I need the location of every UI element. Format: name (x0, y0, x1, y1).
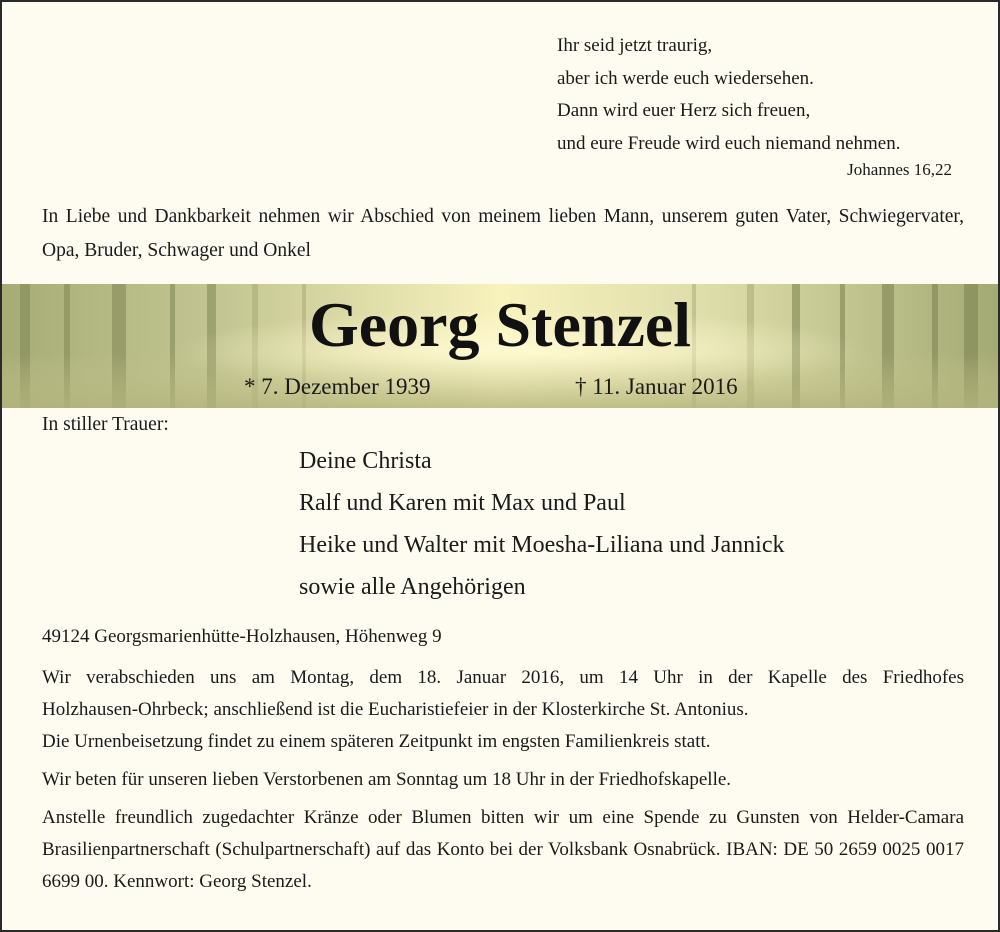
ceremony-line: Holzhausen-Ohrbeck; anschließend ist die Eucharistiefeier in der Klosterkirche St. Antonius. (42, 699, 749, 720)
verse-line: aber ich werde euch wiedersehen. (557, 67, 814, 89)
deceased-name: Georg Stenzel (308, 289, 692, 360)
prayer-paragraph: Wir beten für unseren lieben Verstorbenen am Sonntag um 18 Uhr in der Friedhofskapelle. (42, 769, 732, 790)
verse-line: Ihr seid jetzt traurig, (557, 35, 713, 56)
mourning-heading: In stiller Trauer: (42, 414, 169, 435)
ceremony-paragraph (42, 662, 964, 758)
ceremony-line: Wir verabschieden uns am Montag, dem 18. Januar 2016, um 14 Uhr in der Kapelle des Friedhofes (42, 667, 964, 688)
verse-line: Dann wird euer Herz sich freuen, (557, 100, 811, 121)
death-date: † 11. Januar 2016 (575, 374, 738, 399)
family-member: Ralf und Karen mit Max und Paul (299, 490, 626, 516)
family-member: Deine Christa (299, 448, 432, 474)
birth-date: * 7. Dezember 1939 (244, 374, 431, 399)
donation-paragraph: Anstelle freundlich zugedachter Kränze oder Blumen bitten wir um eine Spende zu Gunsten von Helder-Camara Brasilienpartnerschaft (Schulpartnerschaft) auf das Konto bei der Volksbank Osnabrück. IBAN: DE 50 2659 0025 0017 6699 00. Kennwort: Georg Stenzel. (42, 807, 964, 892)
family-member: Heike und Walter mit Moesha-Liliana und Jannick (299, 532, 785, 558)
bible-verse (557, 30, 900, 160)
intro-text: In Liebe und Dankbarkeit nehmen wir Abschied von meinem lieben Mann, unserem guten Vater, Schwiegervater, Opa, Bruder, Schwager und Onkel (42, 206, 964, 261)
verse-line: und eure Freude wird euch niemand nehmen. (557, 132, 901, 154)
verse-source: Johannes 16,22 (847, 160, 952, 179)
address: 49124 Georgsmarienhütte-Holzhausen, Höhenweg 9 (42, 626, 442, 647)
family-list (299, 440, 785, 608)
family-member: sowie alle Angehörigen (299, 574, 526, 600)
ceremony-line: Die Urnenbeisetzung findet zu einem späteren Zeitpunkt im engsten Familienkreis statt. (42, 731, 711, 752)
